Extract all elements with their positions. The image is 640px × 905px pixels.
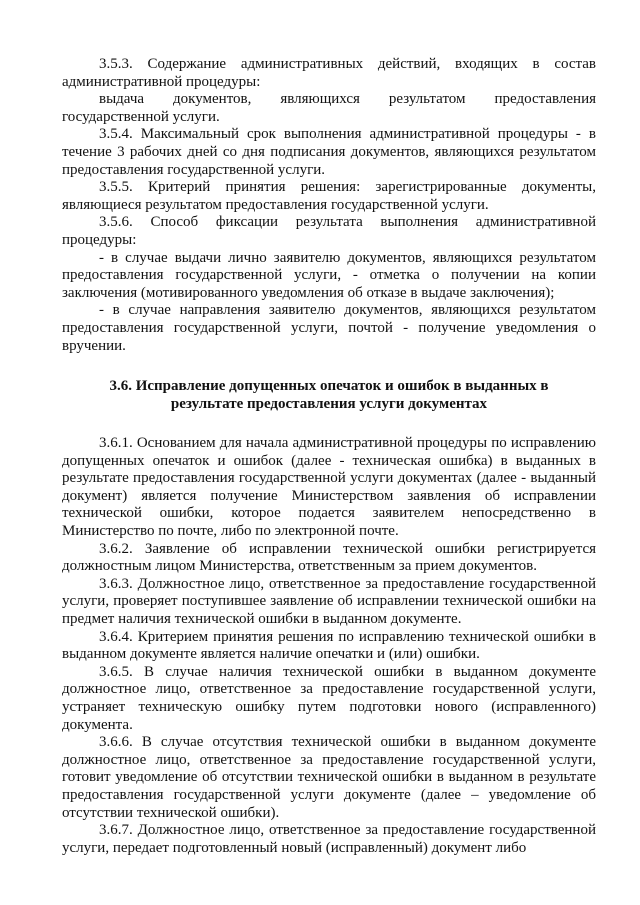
paragraph-3-5-5: 3.5.5. Критерий принятия решения: зарегистрированные документы, являющиеся результатом предоставления государственной услуги.	[62, 179, 596, 213]
paragraph-3-5-6: 3.5.6. Способ фиксации результата выполнения административной процедуры:	[62, 214, 596, 248]
paragraph-3-6-4: 3.6.4. Критерием принятия решения по исправлению технической ошибки в выданном документе является наличие опечатки и (или) ошибки.	[62, 628, 596, 663]
paragraph-3-5-3-item: выдача документов, являющихся результатом предоставления государственной услуги.	[62, 91, 596, 125]
paragraph-3-5-3: 3.5.3. Содержание административных действий, входящих в состав административной процедуры:	[62, 56, 596, 90]
paragraph-3-6-7: 3.6.7. Должностное лицо, ответственное за предоставление государственной услуги, передает подготовленный новый (исправленный) документ либо	[62, 822, 596, 856]
paragraph-3-5-4: 3.5.4. Максимальный срок выполнения административной процедуры - в течение 3 рабочих дней со дня подписания документов, являющихся результатом предоставления государственной услуги.	[62, 126, 596, 178]
paragraph-3-5-6-b: - в случае направления заявителю документов, являющихся результатом предоставления государственной услуги, почтой - получение уведомления о вручении.	[62, 302, 596, 354]
document-page	[62, 56, 596, 857]
paragraph-3-6-2: 3.6.2. Заявление об исправлении технической ошибки регистрируется должностным лицом Министерства, ответственным за прием документов.	[62, 540, 596, 575]
paragraph-3-5-6-a: - в случае выдачи лично заявителю документов, являющихся результатом предоставления государственной услуги, - отметка о получении на копии заключения (мотивированного уведомления об отказе в выдаче заключения);	[62, 249, 596, 301]
paragraph-3-6-1: 3.6.1. Основанием для начала административной процедуры по исправлению допущенных опечаток и ошибок (далее - техническая ошибка) в выданных в результате предоставления государственной услуги документах (далее - выданный документ) является получение Министерством заявления об исправлении технической ошибки, которое подается заявителем непосредственно в Министерство по почте, либо по электронной почте.	[62, 435, 596, 540]
paragraph-3-6-6: 3.6.6. В случае отсутствия технической ошибки в выданном документе должностное лицо, ответственное за предоставление государственной услуги, готовит уведомление об отсутствии технической ошибки в выданном в результате предоставления государственной услуги документе (далее – уведомление об отсутствии технической ошибки).	[62, 734, 596, 821]
paragraph-3-6-5: 3.6.5. В случае наличия технической ошибки в выданном документе должностное лицо, ответственное за предоставление государственной услуги, устраняет техническую ошибку путем подготовки нового (исправленного) документа.	[62, 663, 596, 733]
paragraph-3-6-3: 3.6.3. Должностное лицо, ответственное за предоставление государственной услуги, проверяет поступившее заявление об исправлении технической ошибки на предмет наличия технической ошибки в выданном документе.	[62, 575, 596, 628]
section-heading-3-6: 3.6. Исправление допущенных опечаток и ошибок в выданных в результате предоставления услуги документах	[109, 378, 549, 413]
